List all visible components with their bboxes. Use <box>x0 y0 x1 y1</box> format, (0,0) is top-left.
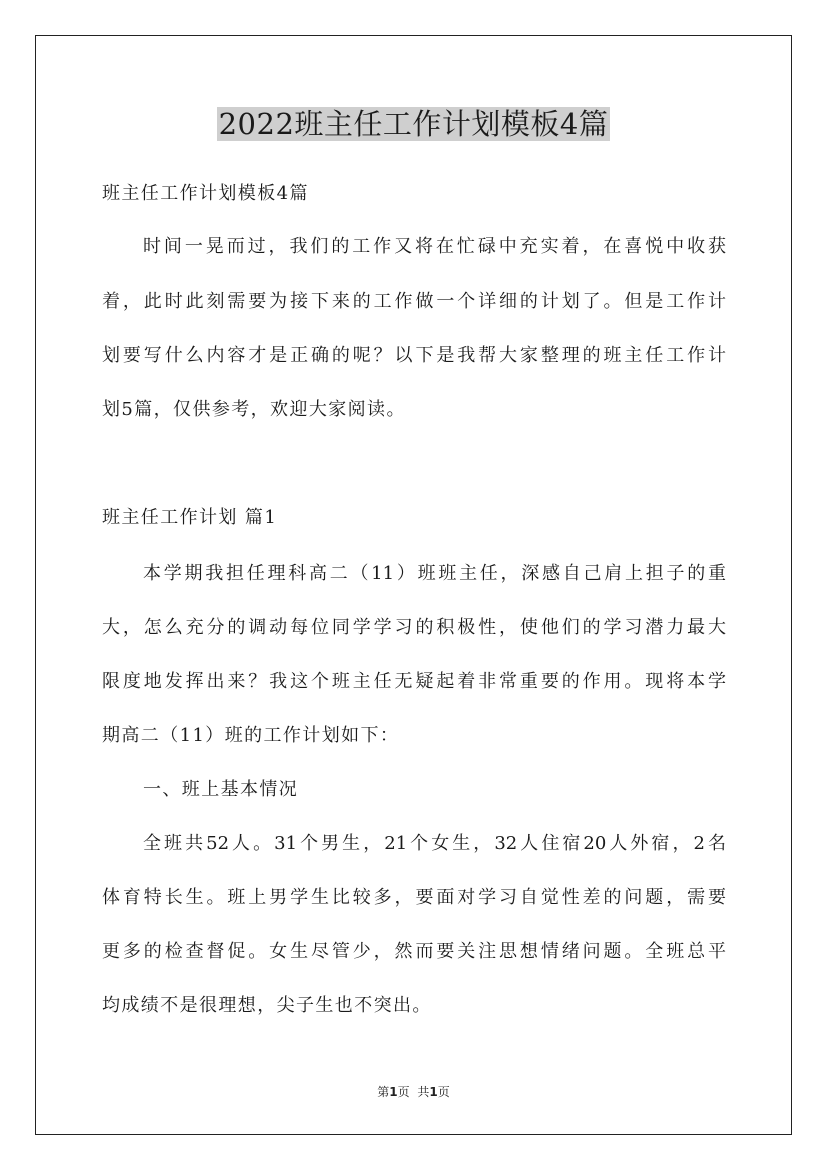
body-line-3: 限度地发挥出来？我这个班主任无疑起着非常重要的作用。现将本学 <box>102 671 726 692</box>
document-title-text: 2022班主任工作计划模板4篇 <box>218 107 609 141</box>
intro-line-2: 着，此时此刻需要为接下来的工作做一个详细的计划了。但是工作计 <box>102 291 726 312</box>
total-prefix: 共 <box>417 1085 430 1099</box>
page-prefix: 第 <box>377 1085 390 1099</box>
intro-line-3: 划要写什么内容才是正确的呢？以下是我帮大家整理的班主任工作计 <box>102 345 726 366</box>
intro-line-1: 时间一晃而过，我们的工作又将在忙碌中充实着，在喜悦中收获 <box>143 236 726 257</box>
total-pages: 1 <box>429 1085 438 1099</box>
total-suffix: 页 <box>437 1085 450 1099</box>
section-heading: 班主任工作计划 篇1 <box>102 507 278 528</box>
situation-line-4: 均成绩不是很理想，尖子生也不突出。 <box>102 995 432 1016</box>
body-line-1: 本学期我担任理科高二（11）班班主任，深感自己肩上担子的重 <box>143 563 726 584</box>
subsection-heading: 一、班上基本情况 <box>143 779 299 800</box>
situation-line-3: 更多的检查督促。女生尽管少，然而要关注思想情绪问题。全班总平 <box>102 941 726 962</box>
situation-line-1: 全班共52人。31个男生，21个女生，32人住宿20人外宿，2名 <box>143 833 726 854</box>
body-line-4: 期高二（11）班的工作计划如下： <box>102 725 400 746</box>
page-suffix: 页 <box>397 1085 410 1099</box>
intro-line-4: 划5篇，仅供参考，欢迎大家阅读。 <box>102 399 406 420</box>
body-line-2: 大，怎么充分的调动每位同学学习的积极性，使他们的学习潜力最大 <box>102 617 726 638</box>
document-title <box>0 104 827 143</box>
page-footer <box>0 1083 827 1100</box>
page-number: 1 <box>389 1085 398 1099</box>
situation-line-2: 体育特长生。班上男学生比较多，要面对学习自觉性差的问题，需要 <box>102 887 726 908</box>
subtitle-line: 班主任工作计划模板4篇 <box>102 183 309 204</box>
